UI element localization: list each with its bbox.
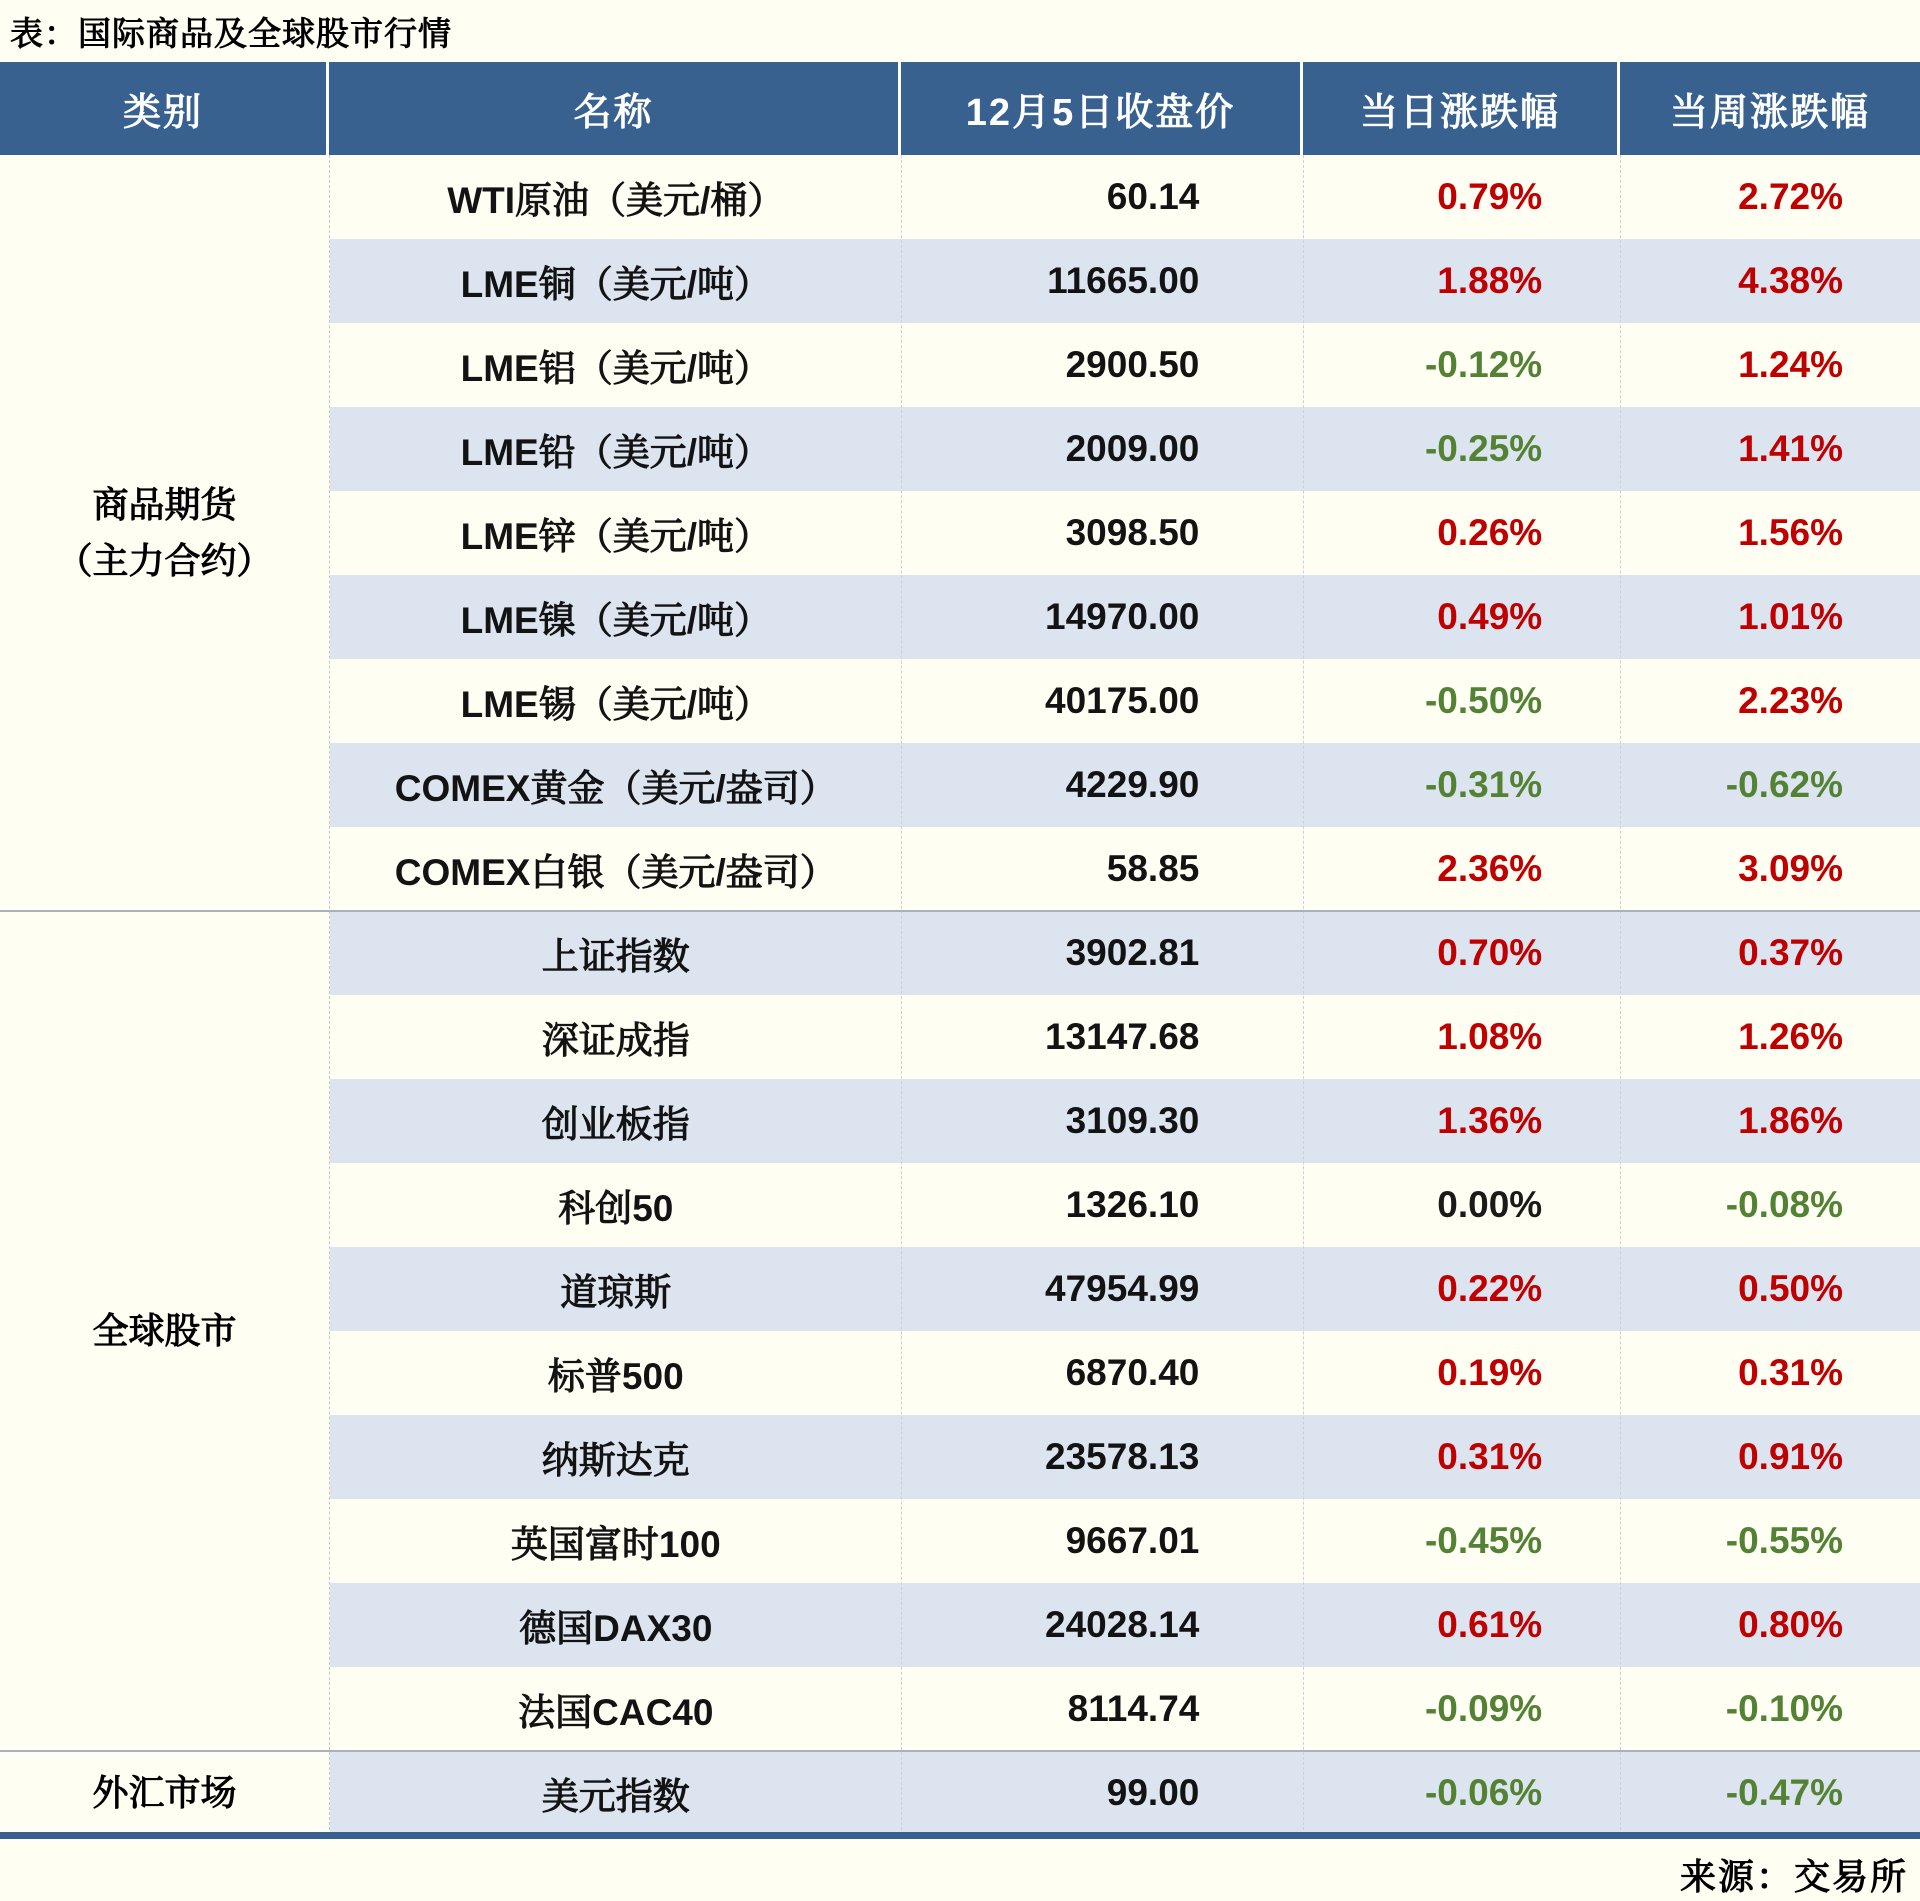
name-cell: 纳斯达克 <box>541 1440 690 1481</box>
day-change-cell: 1.08% <box>1437 1016 1543 1057</box>
close-price-cell: 8114.74 <box>1067 1688 1200 1729</box>
name-cell: 深证成指 <box>541 1020 690 1061</box>
name-cell: LME铜（美元/吨） <box>460 264 771 305</box>
name-cell: 法国CAC40 <box>518 1692 714 1733</box>
table-row <box>330 911 1920 995</box>
close-price-cell: 3109.30 <box>1065 1100 1200 1141</box>
name-cell: LME铝（美元/吨） <box>460 348 771 389</box>
page-title: 表：国际商品及全球股市行情 <box>10 15 452 52</box>
name-cell: LME镍（美元/吨） <box>460 600 771 641</box>
table-row <box>330 1331 1920 1415</box>
name-cell: 美元指数 <box>541 1776 690 1817</box>
close-price-cell: 1326.10 <box>1065 1184 1200 1225</box>
table-row <box>330 407 1920 491</box>
close-price-cell: 24028.14 <box>1045 1604 1200 1645</box>
close-price-cell: 40175.00 <box>1045 680 1200 721</box>
table-row <box>330 1163 1920 1247</box>
section-divider <box>0 1750 1920 1752</box>
header-week-change: 当周涨跌幅 <box>1669 92 1870 134</box>
day-change-cell: 0.19% <box>1437 1352 1543 1393</box>
table-row <box>330 827 1920 911</box>
source-note: 来源：交易所 <box>1679 1856 1908 1897</box>
header-day-change: 当日涨跌幅 <box>1303 62 1620 155</box>
week-change-cell: 0.91% <box>1738 1436 1844 1477</box>
name-cell: 道琼斯 <box>560 1272 672 1313</box>
name-cell: COMEX白银（美元/盎司） <box>394 852 837 893</box>
week-change-cell: -0.62% <box>1725 764 1844 805</box>
close-price-cell: 14970.00 <box>1045 596 1200 637</box>
day-change-cell: 2.36% <box>1437 848 1543 889</box>
close-price-cell: 4229.90 <box>1065 764 1200 805</box>
week-change-cell: -0.08% <box>1725 1184 1844 1225</box>
close-price-cell: 2900.50 <box>1065 344 1200 385</box>
day-change-cell: -0.45% <box>1424 1520 1543 1561</box>
week-change-cell: 1.01% <box>1738 596 1844 637</box>
table-row <box>330 155 1920 239</box>
day-change-cell: 0.70% <box>1437 932 1543 973</box>
name-cell: 德国DAX30 <box>519 1608 713 1649</box>
table-row <box>330 1499 1920 1583</box>
table-header-row <box>0 62 1920 155</box>
name-cell: LME锡（美元/吨） <box>460 684 771 725</box>
name-cell: COMEX黄金（美元/盎司） <box>394 768 837 809</box>
name-cell: LME铅（美元/吨） <box>460 432 771 473</box>
close-price-cell: 13147.68 <box>1045 1016 1200 1057</box>
table-row <box>330 323 1920 407</box>
close-price-cell: 2009.00 <box>1065 428 1200 469</box>
table-row <box>330 1667 1920 1751</box>
category-label-line2: （主力合约） <box>56 540 273 581</box>
week-change-cell: 2.72% <box>1738 176 1844 217</box>
category-label-line1: 商品期货 <box>92 484 237 526</box>
table-row <box>330 1751 1920 1835</box>
week-change-cell: -0.47% <box>1725 1772 1844 1813</box>
day-change-cell: 0.22% <box>1437 1268 1543 1309</box>
category-label: 全球股市 <box>92 1310 237 1352</box>
header-category: 类别 <box>0 62 329 155</box>
name-cell: 科创50 <box>558 1188 674 1229</box>
week-change-cell: 0.50% <box>1738 1268 1844 1309</box>
day-change-cell: 0.79% <box>1437 176 1543 217</box>
close-price-cell: 23578.13 <box>1045 1436 1200 1477</box>
table-row <box>330 239 1920 323</box>
week-change-cell: -0.10% <box>1725 1688 1844 1729</box>
category-label: 外汇市场 <box>92 1772 237 1814</box>
day-change-cell: -0.25% <box>1424 428 1543 469</box>
week-change-cell: 2.23% <box>1738 680 1844 721</box>
day-change-cell: 0.31% <box>1437 1436 1543 1477</box>
table-row <box>330 1079 1920 1163</box>
day-change-cell: -0.31% <box>1424 764 1543 805</box>
week-change-cell: 1.56% <box>1738 512 1844 553</box>
week-change-cell: 0.31% <box>1738 1352 1844 1393</box>
close-price-cell: 47954.99 <box>1045 1268 1200 1309</box>
category-global-stocks <box>0 911 329 1751</box>
table-row <box>330 1247 1920 1331</box>
header-close-price: 12月5日收盘价 <box>901 62 1303 155</box>
table-row <box>330 575 1920 659</box>
category-forex-market <box>0 1751 329 1835</box>
table-row <box>330 743 1920 827</box>
section-divider <box>0 910 1920 912</box>
week-change-cell: 0.80% <box>1738 1604 1844 1645</box>
week-change-cell: 1.24% <box>1738 344 1844 385</box>
close-price-cell: 60.14 <box>1106 176 1200 217</box>
table-row <box>330 1583 1920 1667</box>
close-price-cell: 6870.40 <box>1065 1352 1200 1393</box>
day-change-cell: 1.88% <box>1437 260 1543 301</box>
close-price-cell: 99.00 <box>1106 1772 1200 1813</box>
close-price-cell: 3098.50 <box>1065 512 1200 553</box>
name-cell: 英国富时100 <box>510 1524 721 1565</box>
table-row <box>330 995 1920 1079</box>
table-row <box>330 659 1920 743</box>
column-divider <box>1303 155 1304 1835</box>
name-cell: WTI原油（美元/桶） <box>447 180 785 221</box>
day-change-cell: -0.09% <box>1424 1688 1543 1729</box>
week-change-cell: -0.55% <box>1725 1520 1844 1561</box>
week-change-cell: 1.26% <box>1738 1016 1844 1057</box>
column-divider <box>901 155 902 1835</box>
table-bottom-rule <box>0 1832 1920 1839</box>
name-cell: 创业板指 <box>541 1104 690 1145</box>
name-cell: LME锌（美元/吨） <box>460 516 771 557</box>
close-price-cell: 58.85 <box>1106 848 1200 889</box>
category-commodity-futures <box>0 155 329 911</box>
day-change-cell: -0.50% <box>1424 680 1543 721</box>
week-change-cell: 1.86% <box>1738 1100 1844 1141</box>
column-divider <box>1620 155 1621 1835</box>
close-price-cell: 3902.81 <box>1065 932 1200 973</box>
day-change-cell: -0.12% <box>1424 344 1543 385</box>
day-change-cell: -0.06% <box>1424 1772 1543 1813</box>
name-cell: 上证指数 <box>541 936 690 977</box>
day-change-cell: 0.26% <box>1437 512 1543 553</box>
week-change-cell: 0.37% <box>1738 932 1844 973</box>
week-change-cell: 3.09% <box>1738 848 1844 889</box>
day-change-cell: 1.36% <box>1437 1100 1543 1141</box>
table-body <box>329 155 1920 1835</box>
week-change-cell: 1.41% <box>1738 428 1844 469</box>
name-cell: 标普500 <box>547 1356 684 1397</box>
close-price-cell: 11665.00 <box>1047 260 1200 301</box>
close-price-cell: 9667.01 <box>1065 1520 1200 1561</box>
day-change-cell: 0.61% <box>1437 1604 1543 1645</box>
header-name: 名称 <box>329 62 901 155</box>
week-change-cell: 4.38% <box>1738 260 1844 301</box>
day-change-cell: 0.00% <box>1437 1184 1543 1225</box>
table-row <box>330 1415 1920 1499</box>
table-row <box>330 491 1920 575</box>
day-change-cell: 0.49% <box>1437 596 1543 637</box>
